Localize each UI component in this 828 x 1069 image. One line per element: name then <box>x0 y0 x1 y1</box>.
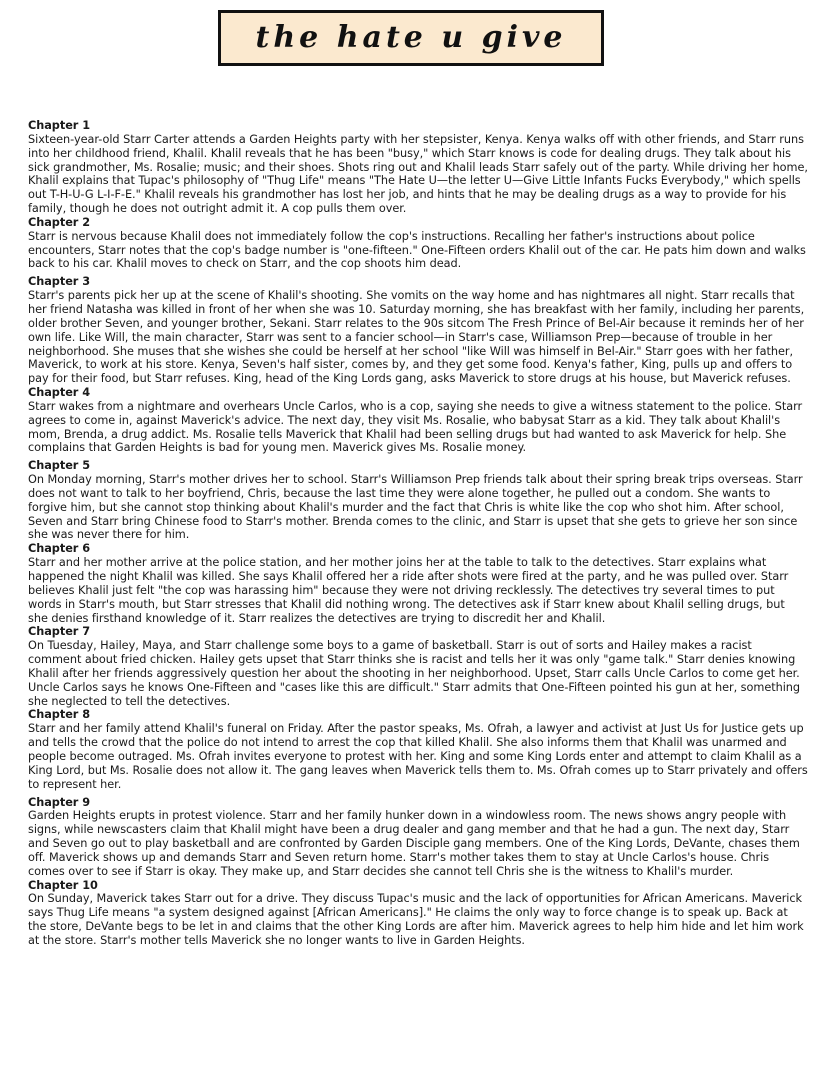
chapter-heading: Chapter 6 <box>28 542 91 556</box>
chapter-summary: Starr and her mother arrive at the police station, and her mother joins her at the table to talk to the detectives. Starr explains what happened the night Khalil was killed. She says Khalil offered her a ride after shots were fired at the party, and he was pulled over. Starr believes Khalil just felt "the cop was harassing him" because they were not driving recklessly. The detectives try several times to put words in Starr's mouth, but Starr stresses that Khalil did nothing wrong. The detectives ask if Starr knew about Khalil selling drugs, but she denies firsthand knowledge of it. Starr realizes the detectives are trying to discredit her and Khalil. <box>28 556 789 625</box>
chapter-section <box>28 542 808 625</box>
handwritten-title <box>221 13 601 63</box>
chapter-summary: On Monday morning, Starr's mother drives her to school. Starr's Williamson Prep friends talk about their spring break trips overseas. Starr does not want to talk to her boyfriend, Chris, because the last time they were alone together, he pulled out a condom. She wants to forgive him, but she cannot stop thinking about Khalil's murder and the fact that Chris is white like the cop who shot him. After school, Seven and Starr bring Chinese food to Starr's mother. Brenda comes to the clinic, and Starr is upset that she gets to grieve her son since she was never there for him. <box>28 473 803 542</box>
chapter-section <box>28 625 808 708</box>
chapter-heading: Chapter 7 <box>28 625 91 639</box>
chapter-section <box>28 879 808 948</box>
chapter-section <box>28 459 808 542</box>
title-banner <box>218 10 604 66</box>
chapter-heading: Chapter 5 <box>28 459 91 473</box>
chapter-summary: On Sunday, Maverick takes Starr out for a drive. They discuss Tupac's music and the lack of opportunities for African Americans. Maverick says Thug Life means "a system designed against [African Americans]." He claims the only way to force change is to speak up. Back at the store, DeVante begs to be let in and claims that the other King Lords are after him. Maverick agrees to help him hide and let him work at the store. Starr's mother tells Maverick she no longer wants to live in Garden Heights. <box>28 892 804 947</box>
chapter-summary: Starr and her family attend Khalil's funeral on Friday. After the pastor speaks, Ms. Ofrah, a lawyer and activist at Just Us for Justice gets up and tells the crowd that the police do not intend to arrest the cop that killed Khalil. She also informs them that Khalil was unarmed and people become outraged. Ms. Ofrah invites everyone to protest with her. King and some King Lords enter and attempt to claim Khalil as a King Lord, but Ms. Rosalie does not allow it. The gang leaves when Maverick tells them to. Ms. Ofrah comes up to Starr privately and offers to represent her. <box>28 722 808 791</box>
book-title: the hate u give <box>255 20 567 55</box>
chapter-summary: Starr's parents pick her up at the scene of Khalil's shooting. She vomits on the way home and has nightmares all night. Starr recalls that her friend Natasha was killed in front of her when she was 10. Saturday morning, she has breakfast with her family, including her parents, older brother Seven, and younger brother, Sekani. Starr relates to the 90s sitcom The Fresh Prince of Bel-Air because it reminds her of her own life. Like Will, the main character, Starr was sent to a fancier school—in Starr's case, Williamson Prep—because of trouble in her neighborhood. She muses that she wishes she could be herself at her school "like Will was himself in Bel-Air." Starr goes with her father, Maverick, to work at his store. Kenya, Seven's half sister, comes by, and they get some food. Kenya's father, King, pulls up and offers to pay for their food, but Starr refuses. King, head of the King Lords gang, asks Maverick to store drugs at his house, but Maverick refuses. <box>28 289 805 386</box>
chapter-summary: Starr is nervous because Khalil does not immediately follow the cop's instructions. Recalling her father's instructions about police encounters, Starr notes that the cop's badge number is "one-fifteen." One-Fifteen orders Khalil out of the car. He pats him down and walks back to his car. Khalil moves to check on Starr, and the cop shoots him dead. <box>28 229 806 271</box>
chapter-heading: Chapter 1 <box>28 119 91 132</box>
chapter-section <box>28 275 808 386</box>
chapter-summary: Garden Heights erupts in protest violence. Starr and her family hunker down in a windowless room. The news shows angry people with signs, while newscasters claim that Khalil might have been a drug dealer and gang member and that he had a gun. The next day, Starr and Seven go out to play basketball and are confronted by Garden Disciple gang members. One of the King Lords, DeVante, chases them off. Maverick shows up and demands Starr and Seven return home. Starr's mother takes them to stay at Uncle Carlos's house. Chris comes over to see if Starr is okay. They make up, and Starr decides she cannot tell Chris she is the witness to Khalil's murder. <box>28 809 800 878</box>
chapter-heading: Chapter 2 <box>28 215 91 229</box>
chapter-section <box>28 796 808 879</box>
chapter-section <box>28 708 808 791</box>
chapter-summaries <box>28 119 808 948</box>
chapter-heading: Chapter 3 <box>28 275 91 289</box>
chapter-heading: Chapter 10 <box>28 878 98 892</box>
chapter-heading: Chapter 4 <box>28 386 91 400</box>
chapter-section <box>28 216 808 271</box>
chapter-summary: Starr wakes from a nightmare and overhears Uncle Carlos, who is a cop, saying she needs to give a witness statement to the police. Starr agrees to come in, against Maverick's advice. The next day, they visit Ms. Rosalie, who babysat Starr as a kid. They talk about Khalil's mom, Brenda, a drug addict. Ms. Rosalie tells Maverick that Khalil had been selling drugs but had wanted to ask Maverick for help. She complains that Garden Heights is bad for young men. Maverick gives Ms. Rosalie money. <box>28 399 803 455</box>
chapter-section <box>28 386 808 455</box>
chapter-section <box>28 119 808 216</box>
chapter-heading: Chapter 8 <box>28 708 91 722</box>
chapter-summary: On Tuesday, Hailey, Maya, and Starr challenge some boys to a game of basketball. Starr is out of sorts and Hailey makes a racist comment about fried chicken. Hailey gets upset that Starr thinks she is racist and tells her it was only "game talk." Starr denies knowing Khalil after her friends aggressively question her about the shooting in her neighborhood. Upset, Starr calls Uncle Carlos to come get her. Uncle Carlos says he knows One-Fifteen and "cases like this are difficult." Starr admits that One-Fifteen pointed his gun at her, something she neglected to tell the detectives. <box>28 639 801 708</box>
chapter-heading: Chapter 9 <box>28 795 91 809</box>
chapter-summary: Sixteen-year-old Starr Carter attends a Garden Heights party with her stepsister, Kenya. Kenya walks off with other friends, and Starr runs into her childhood friend, Khalil. Khalil reveals that he has been "busy," which Starr knows is code for dealing drugs. They talk about his sick grandmother, Ms. Rosalie; music; and their shoes. Shots ring out and Khalil leads Starr safely out of the party. While driving her home, Khalil explains that Tupac's philosophy of "Thug Life" means "The Hate U—the letter U—Give Little Infants Fucks Everybody," which spells out T-H-U-G L-I-F-E." Khalil reveals his grandmother has lost her job, and hints that he may be dealing drugs as a way to provide for his family, though he does not outright admit it. A cop pulls them over. <box>28 132 808 216</box>
